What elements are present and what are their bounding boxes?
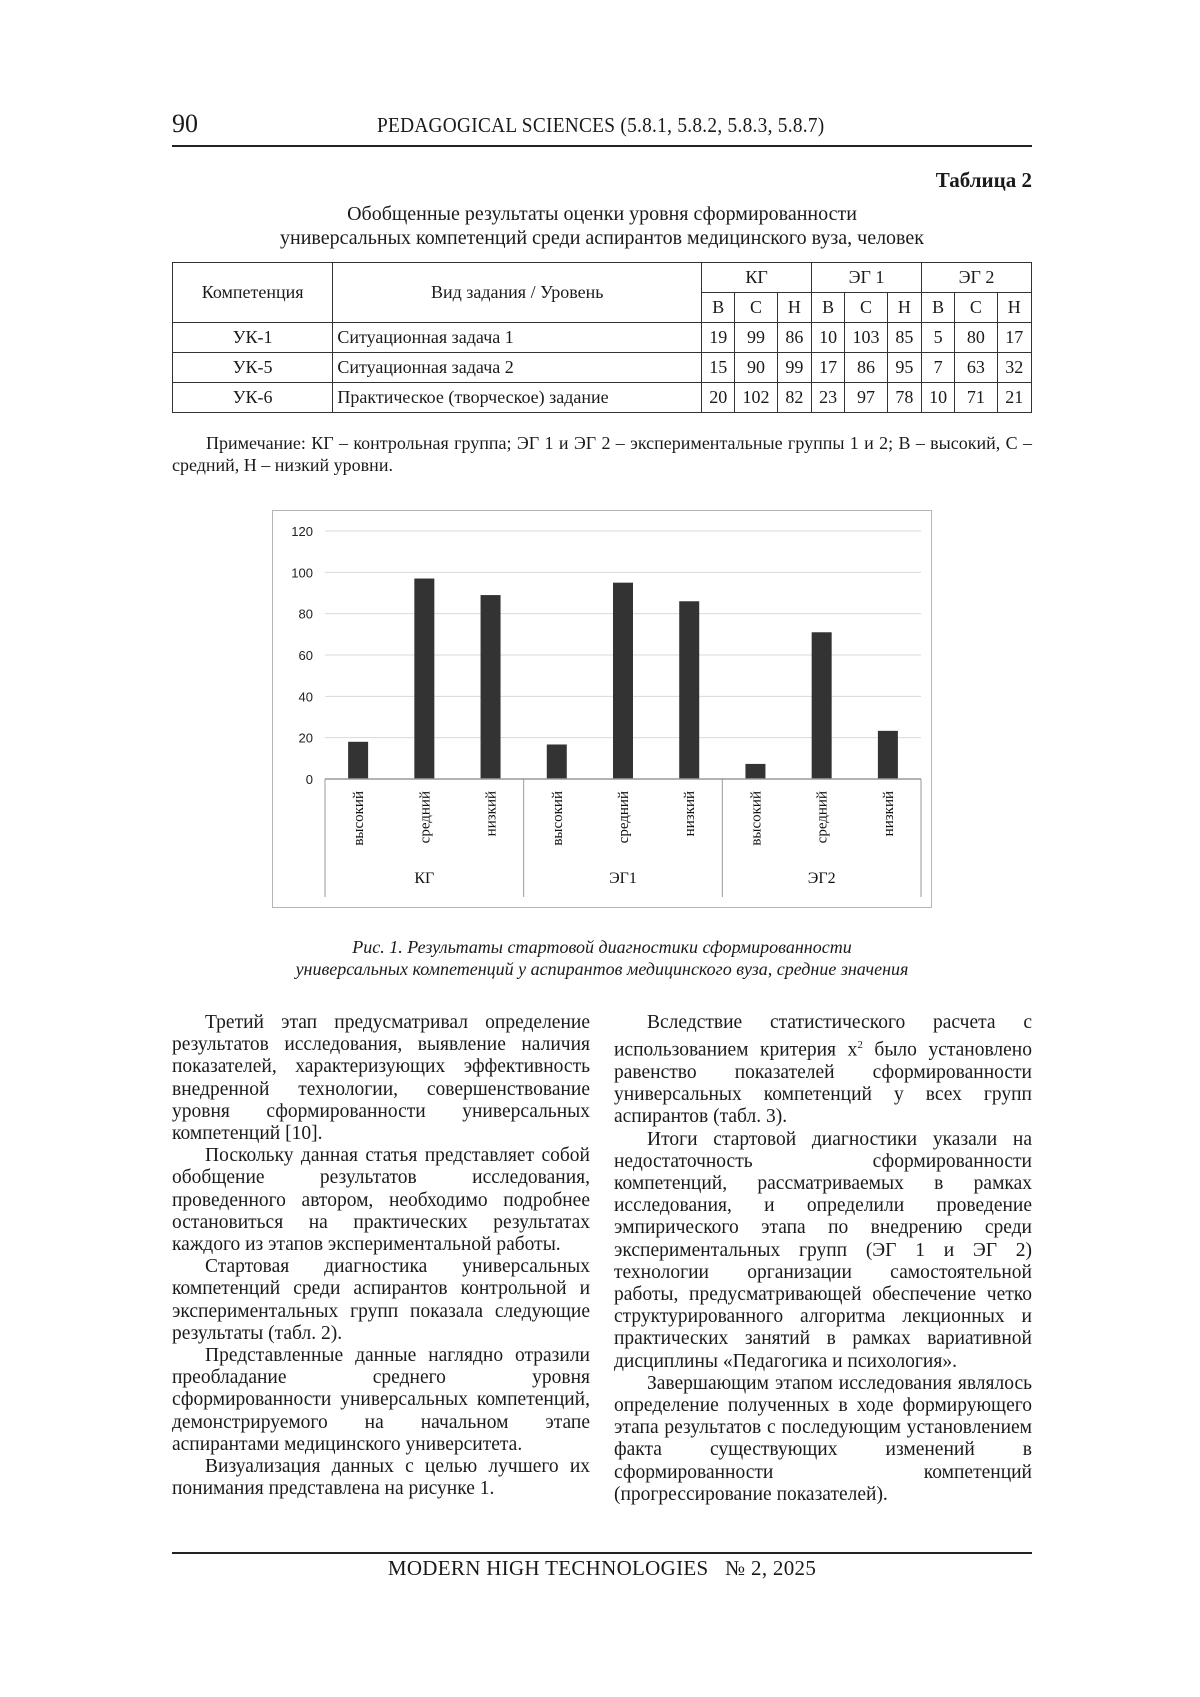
header-level: С (735, 293, 777, 323)
paragraph: Стартовая диагностика универсальных компетенций среди аспирантов контрольной и экспериментальных групп показала следующие результаты (табл. 2). (172, 1256, 590, 1344)
cell-competence: УК-6 (173, 383, 333, 413)
cell-value: 32 (997, 353, 1031, 383)
header-level: В (812, 293, 845, 323)
paragraph: Завершающим этапом исследования являлось определение полученных в ходе формирующего этапа результатов с последующим установлением факта существующих изменений в сформированности компетенций (прогрессирование показателей). (614, 1372, 1032, 1505)
page-header (172, 105, 1032, 147)
x-category-label: высокий (549, 791, 566, 846)
paragraph: Поскольку данная статья представляет собой обобщение результатов исследования, проведенного автором, необходимо подробнее остановиться на практических результатах каждого из этапов экспериментальной работы. (172, 1145, 590, 1256)
journal-footer: MODERN HIGH TECHNOLOGIES № 2, 2025 (387, 1556, 817, 1580)
bar (679, 601, 699, 779)
y-tick-label: 20 (298, 730, 313, 746)
bar (745, 764, 765, 779)
header-group-kg: КГ (702, 263, 812, 293)
caption-line-1: Рис. 1. Результаты стартовой диагностики сформированности (352, 937, 852, 957)
journal-section-title: PEDAGOGICAL SCIENCES (5.8.1, 5.8.2, 5.8.3, 5.8.7) (377, 113, 825, 137)
figure-caption (172, 936, 1032, 980)
paragraph: Визуализация данных с целью лучшего их понимания представлена на рисунке 1. (172, 1456, 590, 1500)
table-title-line-1: Обобщенные результаты оценки уровня сформированности (347, 203, 857, 225)
x-category-label: высокий (748, 791, 765, 846)
page-number: 90 (172, 109, 198, 138)
cell-value: 86 (845, 353, 887, 383)
cell-task: Практическое (творческое) задание (333, 383, 702, 413)
y-tick-label: 60 (298, 648, 313, 663)
y-tick-label: 120 (291, 524, 313, 539)
cell-value: 17 (997, 323, 1031, 353)
cell-value: 7 (922, 353, 955, 383)
paragraph-text: Вследствие статистического расчета с использованием критерия х (614, 1012, 1032, 1061)
bar-chart (272, 510, 932, 908)
header-task: Вид задания / Уровень (333, 263, 702, 323)
x-group-label: КГ (414, 870, 435, 887)
cell-value: 21 (997, 383, 1031, 413)
cell-value: 103 (845, 323, 887, 353)
table-row (173, 353, 1032, 383)
cell-value: 17 (812, 353, 845, 383)
y-tick-label: 80 (298, 606, 313, 622)
paragraph: Третий этап предусматривал определение результатов исследования, выявление наличия показателей, характеризующих эффективность внедренной технологии, совершенствование уровня сформированности универсальных компетенций [10]. (172, 1012, 590, 1145)
cell-value: 90 (735, 353, 777, 383)
header-group-eg2: ЭГ 2 (922, 263, 1032, 293)
x-group-label: ЭГ1 (609, 870, 637, 887)
x-category-label: высокий (351, 791, 368, 846)
paragraph: Представленные данные наглядно отразили преобладание среднего уровня сформированности универсальных компетенций, демонстрируемого на начальном этапе аспирантами медицинского университета. (172, 1345, 590, 1455)
table-title (172, 202, 1032, 250)
x-category-label: низкий (483, 791, 500, 837)
bar (348, 742, 368, 779)
header-group-eg1: ЭГ 1 (812, 263, 922, 293)
table-header-row (173, 263, 1032, 293)
cell-value: 102 (735, 383, 777, 413)
cell-value: 10 (812, 323, 845, 353)
cell-value: 78 (887, 383, 921, 413)
header-level: В (922, 293, 955, 323)
cell-value: 5 (922, 323, 955, 353)
y-tick-label: 0 (305, 772, 313, 787)
header-level: С (845, 293, 887, 323)
bar (547, 744, 567, 779)
cell-value: 99 (777, 353, 811, 383)
bar (878, 731, 898, 779)
body-column-left (172, 1012, 590, 1500)
bar-chart-svg (273, 511, 931, 907)
x-category-label: средний (814, 791, 831, 844)
bar (812, 632, 832, 779)
cell-value: 99 (735, 323, 777, 353)
cell-competence: УК-5 (173, 353, 333, 383)
cell-value: 19 (702, 323, 735, 353)
cell-value: 10 (922, 383, 955, 413)
x-category-label: низкий (880, 791, 897, 837)
footer-rule (172, 1552, 1032, 1554)
paragraph (614, 1012, 1032, 1129)
header-competence: Компетенция (173, 263, 333, 323)
table-row (173, 323, 1032, 353)
header-level: С (955, 293, 997, 323)
table-title-line-2: универсальных компетенций среди аспирантов медицинского вуза, человек (280, 227, 924, 249)
cell-competence: УК-1 (173, 323, 333, 353)
paragraph: Итоги стартовой диагностики указали на недостаточность сформированности компетенций, рассматриваемых в рамках исследования, и определили проведение эмпирического этапа по внедрению среди экспериментальных групп (ЭГ 1 и ЭГ 2) технологии организации самостоятельной работы, предусматривающей обеспечение четко структурированного алгоритма лекционных и практических занятий в рамках вариативной дисциплины «Педагогика и психология». (614, 1128, 1032, 1372)
y-tick-label: 40 (298, 689, 313, 705)
superscript: 2 (857, 1039, 863, 1052)
table-label: Таблица 2 (935, 168, 1032, 192)
cell-value: 95 (887, 353, 921, 383)
bar (414, 579, 434, 779)
table-note: Примечание: КГ – контрольная группа; ЭГ 1 и ЭГ 2 – экспериментальные группы 1 и 2; В – высокий, С – средний, Н – низкий уровни. (172, 433, 1032, 475)
cell-value: 86 (777, 323, 811, 353)
header-level: В (702, 293, 735, 323)
header-level: Н (777, 293, 811, 323)
cell-value: 15 (702, 353, 735, 383)
cell-value: 63 (955, 353, 997, 383)
results-table (172, 262, 1032, 413)
cell-value: 85 (887, 323, 921, 353)
bar (481, 595, 501, 779)
cell-value: 71 (955, 383, 997, 413)
cell-task: Ситуационная задача 2 (333, 353, 702, 383)
header-level: Н (997, 293, 1031, 323)
body-column-right (614, 1012, 1032, 1506)
x-category-label: средний (417, 791, 434, 844)
cell-task: Ситуационная задача 1 (333, 323, 702, 353)
x-category-label: средний (616, 791, 632, 844)
header-level: Н (887, 293, 921, 323)
caption-line-2: универсальных компетенций у аспирантов медицинского вуза, средние значения (295, 959, 909, 979)
x-group-label: ЭГ2 (807, 870, 836, 887)
x-category-label: низкий (682, 791, 699, 837)
y-tick-label: 100 (291, 565, 313, 581)
cell-value: 82 (777, 383, 811, 413)
cell-value: 20 (702, 383, 735, 413)
cell-value: 97 (845, 383, 887, 413)
bar (613, 583, 633, 779)
table-row (173, 383, 1032, 413)
cell-value: 80 (955, 323, 997, 353)
paragraph-text: было установлено равенство показателей сформированности универсальных компетенций у всех групп аспирантов (табл. 3). (614, 1039, 1032, 1128)
cell-value: 23 (812, 383, 845, 413)
